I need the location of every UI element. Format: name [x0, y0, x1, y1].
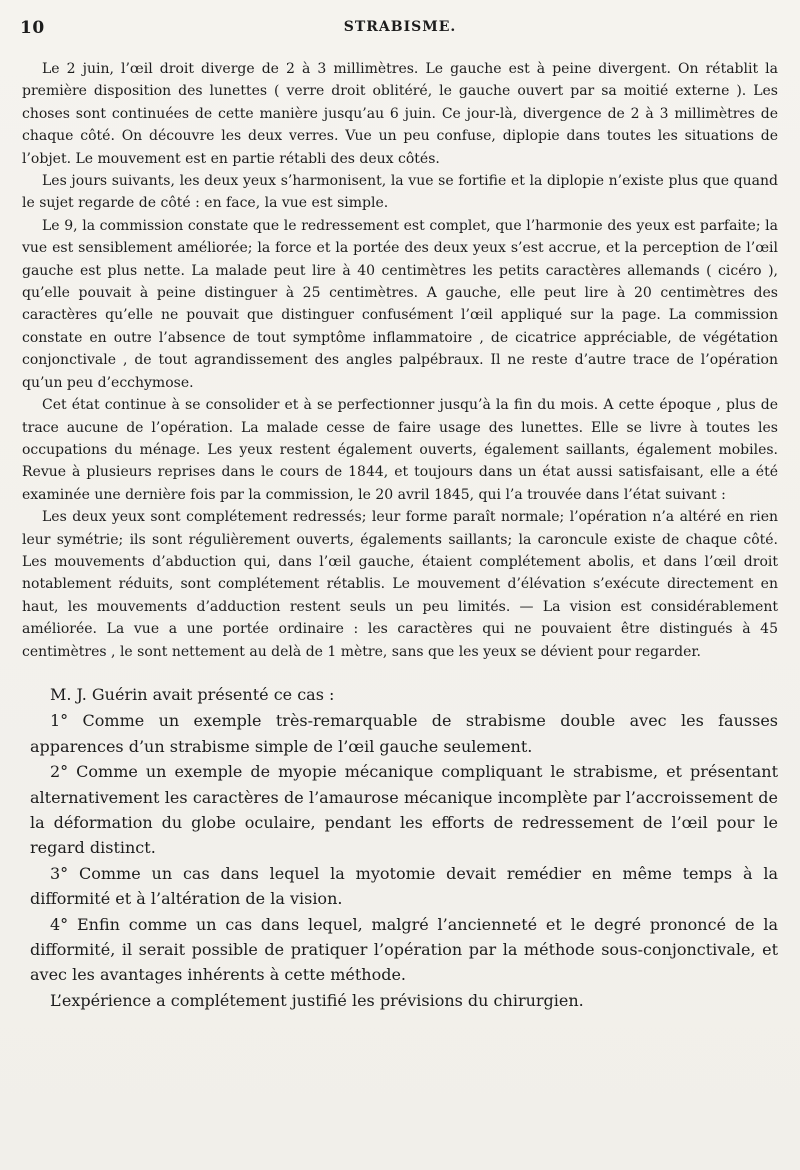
paragraph-end-of-month: Cet état continue à se consolider et à se perfectionner jusqu’à la fin du mois. A cette époque , plus de trace aucune de l’opération. La malade cesse de faire usage des lunettes. Elle se livre à toutes les occupations du ménage. Les yeux restent également ouverts, également saillants, également mobiles. Revue à plusieurs reprises dans le cours de 1844, et toujours dans un état aussi satisfaisant, elle a été examinée une dernière fois par la commission, le 20 avril 1845, qui l’a trouvée dans l’état suivant :	[22, 397, 778, 503]
page-header	[20, 18, 780, 42]
paragraph-final-state: Les deux yeux sont complétement redressés; leur forme paraît normale; l’opération n’a altéré en rien leur symétrie; ils sont régulièrement ouverts, égalements saillants; la caroncule existe de chaque côté. Les mouvements d’abduction qui, dans l’œil gauche, étaient complétement abolis, et dans l’œil droit notablement réduits, sont complétement rétablis. Le mouvement d’élévation s’exécute directement en haut, les mouvements d’adduction restent seuls un peu limités. — La vision est considérablement améliorée. La vue a une portée ordinaire : les caractères qui ne pouvaient être distingués à 45 centimètres , le sont nettement au delà de 1 mètre, sans que les yeux se dévient pour regarder.	[22, 509, 778, 660]
paragraph-june-2: Le 2 juin, l’œil droit diverge de 2 à 3 millimètres. Le gauche est à peine divergent. On rétablit la première disposition des lunettes ( verre droit oblitéré, le gauche ouvert par sa moitié externe ). Les choses sont continuées de cette manière jusqu’au 6 juin. Ce jour-là, divergence de 2 à 3 millimètres de chaque côté. On découvre les deux verres. Vue un peu confuse, diplopie dans toutes les situations de l’objet. Le mouvement est en partie rétabli des deux côtés.	[22, 61, 778, 167]
running-title: STRABISME.	[343, 19, 457, 35]
paragraph-following-days: Les jours suivants, les deux yeux s’harmonisent, la vue se fortifie et la diplopie n’existe plus que quand le sujet regarde de côté : en face, la vue est simple.	[22, 173, 778, 212]
point-3: 3° Comme un cas dans lequel la myotomie devait remédier en même temps à la difformité et à l’altération de la vision.	[30, 863, 778, 909]
final-sentence: L’expérience a complétement justifié les prévisions du chirurgien.	[50, 990, 584, 1010]
point-2: 2° Comme un exemple de myopie mécanique compliquant le strabisme, et présentant alternativement les caractères de l’amaurose mécanique incomplète par l’accroissement de la déformation du globe oculaire, pendant les efforts de redressement de l’œil pour le regard distinct.	[30, 762, 778, 858]
observation-text	[22, 58, 778, 663]
paragraph-june-9: Le 9, la commission constate que le redressement est complet, que l’harmonie des yeux est parfaite; la vue est sensiblement améliorée; la force et la portée des deux yeux s’est accrue, et la perception de l’œil gauche est plus nette. La malade peut lire à 40 centimètres les petits caractères allemands ( cicéro ), qu’elle pouvait à peine distinguer à 25 centimètres. A gauche, elle peut lire à 20 centimètres des caractères qu’elle ne pouvait que distinguer confusément l’œil appliqué sur la page. La commission constate en outre l’absence de tout symptôme inflammatoire , de cicatrice appréciable, de végétation conjonctivale , de tout agrandissement des angles palpébraux. Il ne reste d’autre trace de l’opération qu’un peu d’ecchymose.	[22, 217, 778, 391]
conclusion-text	[30, 682, 778, 1013]
point-4: 4° Enfin comme un cas dans lequel, malgré l’ancienneté et le degré prononcé de la difformité, il serait possible de pratiquer l’opération par la méthode sous-conjonctivale, et avec les avantages inhérents à cette méthode.	[30, 914, 778, 985]
guerin-intro: M. J. Guérin avait présenté ce cas :	[50, 685, 335, 704]
page-number: 10	[20, 18, 45, 38]
point-1: 1° Comme un exemple très-remarquable de strabisme double avec les fausses apparences d’un strabisme simple de l’œil gauche seulement.	[30, 711, 778, 756]
